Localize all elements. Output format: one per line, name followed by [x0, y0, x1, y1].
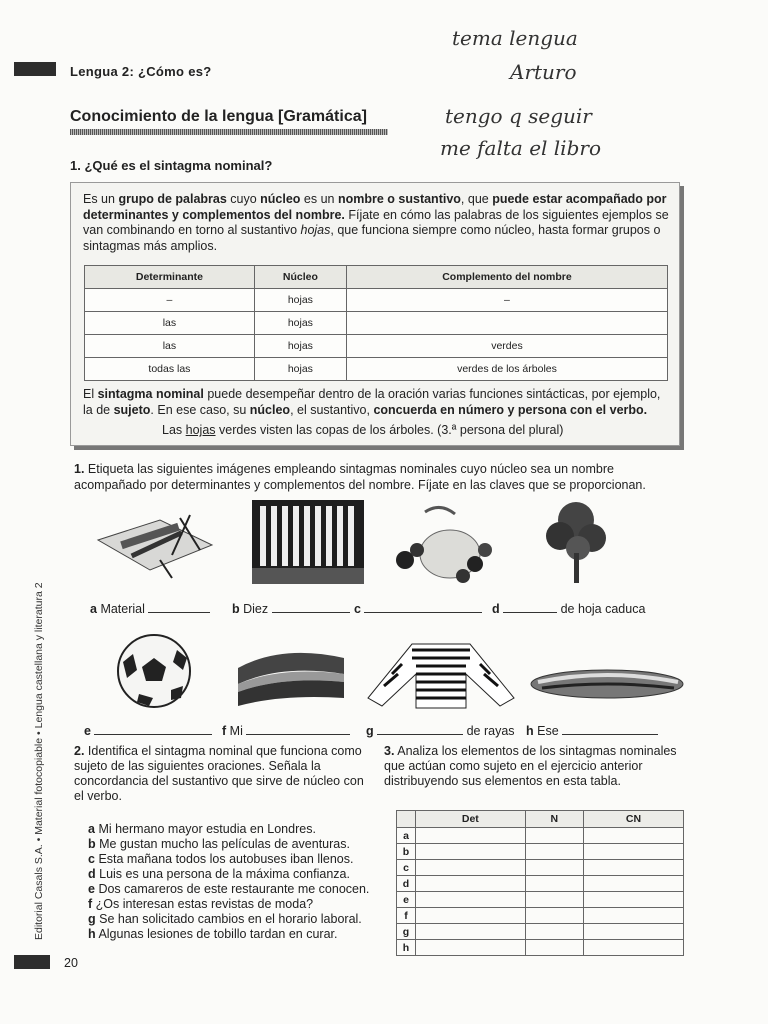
tree-image — [540, 498, 614, 586]
answer-blank-f[interactable] — [246, 722, 350, 735]
exercise-2-sentences — [88, 822, 369, 942]
sandwich-image — [232, 640, 350, 708]
exercise-1-instructions: 1. Etiqueta las siguientes imágenes empleando sintagmas nominales cuyo núcleo sea un nombre acompañado por determinantes y complementos del nombre. Fíjate en las claves que se proporcionan. — [74, 462, 646, 492]
label-b: b Diez — [232, 600, 350, 616]
answer-blank-a[interactable] — [148, 600, 210, 613]
exercise-3-instructions: 3. Analiza los elementos de los sintagmas nominales que actúan como sujeto en el ejercicio anterior distribuyendo sus elementos en esta tabla. — [384, 744, 677, 788]
label-c: c — [354, 600, 482, 616]
page-marker — [14, 955, 50, 969]
unit-title: Lengua 2: ¿Cómo es? — [70, 64, 212, 79]
list-item: b Me gustan mucho las películas de aventuras. — [88, 837, 350, 851]
table-row: a — [397, 828, 684, 844]
table-row: las hojas — [85, 312, 668, 335]
list-item: g Se han solicitado cambios en el horario laboral. — [88, 912, 362, 926]
label-e: e — [84, 722, 212, 738]
exercise-2-instructions: 2. Identifica el sintagma nominal que funciona como sujeto de las siguientes oraciones. Señala la concordancia del sustantivo que sirve de núcleo con el verbo. — [74, 744, 364, 803]
label-d: d de hoja caduca — [492, 602, 646, 616]
unit-marker — [14, 62, 56, 76]
table-row: las hojas verdes — [85, 335, 668, 358]
list-item: h Algunas lesiones de tobillo tardan en curar. — [88, 927, 338, 941]
page-number: 20 — [64, 956, 78, 970]
question-1-title — [70, 158, 272, 173]
table-row: d — [397, 876, 684, 892]
grammar-intro: Es un grupo de palabras cuyo núcleo es un nombre o sustantivo, que puede estar acompañado por determinantes y complementos del nombre. Fíjate en cómo las palabras de los siguientes ejemplos se van combinando en torno al sustantivo hojas, que funciona siempre como núcleo, hasta formar grupos o sintagmas más amplios. — [83, 192, 669, 253]
list-item: e Dos camareros de este restaurante me conocen. — [88, 882, 370, 896]
school-supplies-image — [90, 500, 218, 580]
section-title: Conocimiento de la lengua [Gramática] — [70, 108, 367, 125]
baguette-sandwich-image — [528, 664, 686, 704]
handwritten-note-1: tema lengua — [452, 26, 578, 50]
table-row: e — [397, 892, 684, 908]
table-row: f — [397, 908, 684, 924]
table-header-blank — [397, 811, 416, 828]
striped-sweater-image — [362, 640, 520, 710]
answer-blank-g[interactable] — [377, 722, 463, 735]
table-row: todas las hojas verdes de los árboles — [85, 358, 668, 381]
list-item: c Esta mañana todos los autobuses iban llenos. — [88, 852, 354, 866]
question-number: 1. — [70, 158, 81, 173]
answer-blank-b[interactable] — [272, 600, 350, 613]
handwritten-note-3: tengo q seguir — [445, 104, 592, 128]
answer-blank-h[interactable] — [562, 722, 658, 735]
table-header: N — [525, 811, 583, 828]
ice-cream-berries-image — [385, 502, 505, 586]
section-underline — [70, 129, 388, 135]
handwritten-note-4: me falta el libro — [440, 136, 601, 160]
label-g: g de rayas — [366, 724, 515, 738]
answer-blank-e[interactable] — [94, 722, 212, 735]
table-row: g — [397, 924, 684, 940]
table-row: c — [397, 860, 684, 876]
soccer-ball-image — [115, 632, 193, 710]
publisher-sidebar — [28, 568, 48, 940]
list-item: d Luis es una persona de la máxima confianza. — [88, 867, 350, 881]
grammar-table — [84, 265, 668, 381]
table-row: h — [397, 940, 684, 956]
grammar-example: Las hojas verdes visten las copas de los árboles. (3.ª persona del plural) — [162, 423, 564, 437]
analysis-table — [396, 810, 684, 956]
answer-blank-d[interactable] — [503, 600, 557, 613]
table-row: b — [397, 844, 684, 860]
table-header: Complemento del nombre — [346, 266, 667, 289]
label-a: a Material — [90, 600, 210, 616]
grammar-explanation: El sintagma nominal puede desempeñar dentro de la oración varias funciones sintácticas, por ejemplo, la de sujeto. En ese caso, su núcleo, el sustantivo, concuerda en número y persona con el verbo. — [83, 387, 661, 417]
table-header: CN — [583, 811, 683, 828]
question-text: ¿Qué es el sintagma nominal? — [84, 158, 273, 173]
colored-pencils-image — [250, 498, 366, 586]
table-header: Núcleo — [254, 266, 346, 289]
list-item: a Mi hermano mayor estudia en Londres. — [88, 822, 316, 836]
publisher-text: Editorial Casals S.A. • Material fotocopiable • Lengua castellana y literatura 2 — [33, 582, 45, 940]
list-item: f ¿Os interesan estas revistas de moda? — [88, 897, 314, 911]
table-header: Det — [416, 811, 526, 828]
table-row: – hojas – — [85, 289, 668, 312]
label-f: f Mi — [222, 722, 350, 738]
handwritten-note-2: Arturo — [510, 60, 577, 84]
answer-blank-c[interactable] — [364, 600, 482, 613]
table-header: Determinante — [85, 266, 255, 289]
label-h: h Ese — [526, 722, 658, 738]
